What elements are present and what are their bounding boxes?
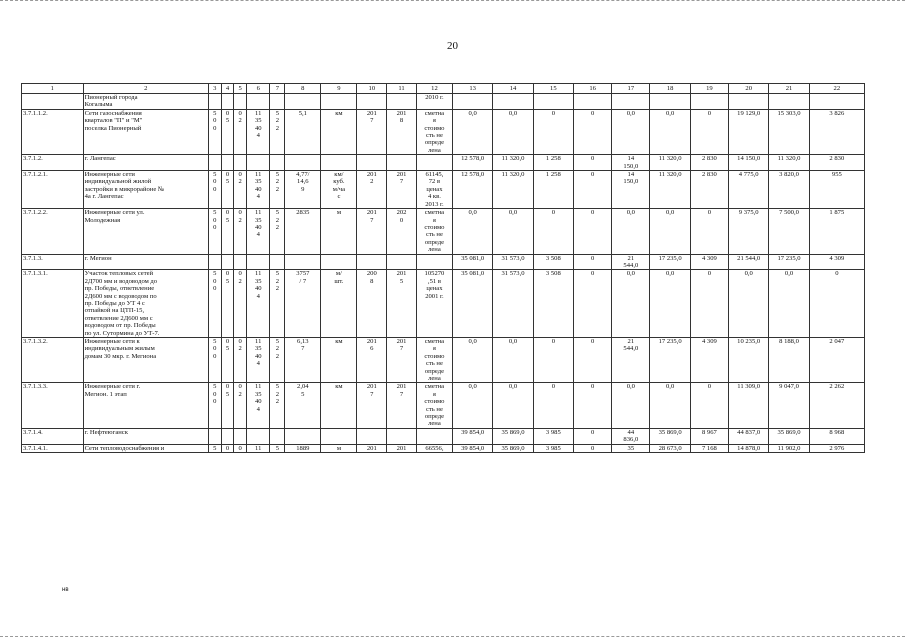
table-cell: [234, 254, 247, 270]
table-cell: г. Мегион: [83, 254, 208, 270]
table-cell: [416, 155, 452, 171]
table-cell: [285, 254, 321, 270]
table-cell: г. Лангепас: [83, 155, 208, 171]
table-cell: 35 081,0: [452, 270, 492, 338]
table-cell: 17 235,0: [769, 254, 809, 270]
table-cell: 19 129,0: [729, 109, 769, 154]
table-cell: 21 544,0: [729, 254, 769, 270]
table-cell: 3 985: [533, 428, 573, 444]
table-cell: 5 2 2: [270, 338, 285, 383]
table-cell: 11 35 40 4: [247, 270, 270, 338]
table-cell: [285, 428, 321, 444]
table-cell: [270, 428, 285, 444]
table-cell: 3.7.1.2.2.: [22, 209, 84, 254]
column-header: 4: [221, 84, 234, 94]
table-cell: [387, 94, 417, 110]
table-cell: [221, 254, 234, 270]
table-cell: [357, 94, 387, 110]
table-cell: 14 878,0: [729, 444, 769, 452]
table-cell: [247, 254, 270, 270]
table-cell: [270, 254, 285, 270]
table-cell: 3 508: [533, 270, 573, 338]
table-cell: 0 2: [234, 109, 247, 154]
table-cell: [533, 94, 573, 110]
table-cell: 0,0: [612, 383, 650, 428]
table-cell: 0,0: [452, 209, 492, 254]
column-header: 1: [22, 84, 84, 94]
table-cell: м: [321, 444, 357, 452]
table-cell: [221, 155, 234, 171]
table-cell: [321, 94, 357, 110]
table-cell: [357, 254, 387, 270]
table-cell: 11 902,0: [769, 444, 809, 452]
table-cell: [22, 94, 84, 110]
table-cell: 201 5: [387, 270, 417, 338]
table-cell: [321, 428, 357, 444]
table-cell: 0: [574, 171, 612, 209]
table-cell: 12 578,0: [452, 171, 492, 209]
table-cell: 39 854,0: [452, 444, 492, 452]
table-cell: 0,0: [493, 383, 533, 428]
table-cell: м: [321, 209, 357, 254]
table-cell: [387, 155, 417, 171]
table-cell: 35: [612, 444, 650, 452]
table-cell: 0: [574, 270, 612, 338]
table-cell: 0: [221, 444, 234, 452]
column-header: 18: [650, 84, 690, 94]
table-cell: 3 826: [809, 109, 864, 154]
table-cell: 201: [387, 444, 417, 452]
table-cell: [321, 254, 357, 270]
table-cell: 0,0: [493, 338, 533, 383]
table-cell: 14 150,0: [612, 155, 650, 171]
table-cell: [270, 155, 285, 171]
table-cell: 21 544,0: [612, 338, 650, 383]
column-header: 12: [416, 84, 452, 94]
table-cell: 201 7: [387, 383, 417, 428]
column-header: 3: [208, 84, 221, 94]
table-cell: 201 7: [387, 171, 417, 209]
table-cell: 14 150,0: [729, 155, 769, 171]
scan-edge-top: [0, 0, 905, 4]
table-cell: 0 5: [221, 209, 234, 254]
table-cell: [208, 428, 221, 444]
table-cell: [285, 155, 321, 171]
table-cell: 5 2 2: [270, 171, 285, 209]
table-cell: [493, 94, 533, 110]
table-cell: [221, 428, 234, 444]
table-cell: 2 830: [809, 155, 864, 171]
table-row: [22, 109, 865, 154]
table-cell: 0: [809, 270, 864, 338]
table-cell: [809, 94, 864, 110]
table-cell: 2 976: [809, 444, 864, 452]
table-cell: 66556,: [416, 444, 452, 452]
table-cell: 11 320,0: [650, 155, 690, 171]
table-cell: 8 188,0: [769, 338, 809, 383]
table-cell: [221, 94, 234, 110]
table-cell: 201 7: [357, 209, 387, 254]
table-cell: 3.7.1.3.3.: [22, 383, 84, 428]
table-cell: 0 2: [234, 383, 247, 428]
table-cell: 201 2: [357, 171, 387, 209]
table-cell: 10 235,0: [729, 338, 769, 383]
table-cell: 5 2 2: [270, 383, 285, 428]
table-cell: 0 2: [234, 209, 247, 254]
table-cell: [234, 94, 247, 110]
table-cell: 0,0: [612, 209, 650, 254]
table-cell: 955: [809, 171, 864, 209]
table-cell: 5 0 0: [208, 270, 221, 338]
table-cell: 15 303,0: [769, 109, 809, 154]
table-cell: 0: [574, 444, 612, 452]
table-cell: Участок тепловых сетей 2Д700 мм и водоводом до пр. Победы, ответвление 2Д600 мм с водоводом по пр. Победы до УТ 4 с отпайкой на ЦТП-15, ответвление 2Д600 мм с водоводом от пр. Победы по ул. Сутормина до УТ-7.: [83, 270, 208, 338]
table-cell: 1 875: [809, 209, 864, 254]
table-cell: 0: [533, 338, 573, 383]
table-cell: м/ шт.: [321, 270, 357, 338]
table-cell: 202 0: [387, 209, 417, 254]
table-cell: 0: [690, 270, 728, 338]
table-row: [22, 171, 865, 209]
table-cell: Инженерные сети к индивидуальным жилым домам 30 мкр. г. Мегиона: [83, 338, 208, 383]
column-header: 6: [247, 84, 270, 94]
table-cell: [234, 428, 247, 444]
table-cell: 3.7.1.3.1.: [22, 270, 84, 338]
table-cell: 0: [533, 383, 573, 428]
table-cell: 0,0: [650, 109, 690, 154]
table-cell: 3.7.1.4.1.: [22, 444, 84, 452]
table-cell: 31 573,0: [493, 270, 533, 338]
table-cell: [416, 428, 452, 444]
table-row: [22, 270, 865, 338]
table-cell: 0: [690, 383, 728, 428]
table-cell: 5: [270, 444, 285, 452]
table-row: [22, 338, 865, 383]
table-cell: 0,0: [612, 270, 650, 338]
table-cell: 35 869,0: [493, 428, 533, 444]
table-cell: 201 7: [357, 109, 387, 154]
table-cell: 0: [574, 254, 612, 270]
table-cell: 3.7.1.2.: [22, 155, 84, 171]
table-row: [22, 428, 865, 444]
table-cell: 4 775,0: [729, 171, 769, 209]
table-cell: 31 573,0: [493, 254, 533, 270]
table-header-row: [22, 84, 865, 94]
table-cell: 0 2: [234, 171, 247, 209]
table-cell: 44 837,0: [729, 428, 769, 444]
table-cell: 3.7.1.3.: [22, 254, 84, 270]
table-cell: 0 5: [221, 383, 234, 428]
data-table: [21, 83, 865, 453]
table-cell: 12 578,0: [452, 155, 492, 171]
table-cell: 3.7.1.4.: [22, 428, 84, 444]
table-cell: 5 0 0: [208, 109, 221, 154]
table-cell: 11 35 40 4: [247, 383, 270, 428]
table-cell: 0,0: [452, 109, 492, 154]
table-row: [22, 383, 865, 428]
table-cell: 201 7: [357, 383, 387, 428]
table-cell: 0 5: [221, 270, 234, 338]
table-cell: 11: [247, 444, 270, 452]
table-cell: 5,1: [285, 109, 321, 154]
table-cell: 0,0: [650, 383, 690, 428]
table-cell: [357, 155, 387, 171]
table-cell: 0: [574, 155, 612, 171]
table-cell: Инженерные сети г. Мегион. 1 этап: [83, 383, 208, 428]
table-cell: 0: [574, 428, 612, 444]
table-cell: 5 0 0: [208, 383, 221, 428]
column-header: 16: [574, 84, 612, 94]
table-cell: 2 830: [690, 155, 728, 171]
table-cell: 0,0: [452, 383, 492, 428]
table-cell: [452, 94, 492, 110]
table-cell: 5 0 0: [208, 209, 221, 254]
table-cell: 5 2 2: [270, 209, 285, 254]
table-cell: [612, 94, 650, 110]
table-cell: 17 235,0: [650, 254, 690, 270]
column-header: 21: [769, 84, 809, 94]
table-cell: 0: [574, 209, 612, 254]
table-cell: 0,0: [612, 109, 650, 154]
table-cell: 11 320,0: [769, 155, 809, 171]
table-cell: 2835: [285, 209, 321, 254]
table-cell: [247, 428, 270, 444]
table-cell: 0 5: [221, 171, 234, 209]
table-cell: 201 7: [387, 338, 417, 383]
table-cell: сметна я стоимо сть не опреде лена: [416, 209, 452, 254]
table-cell: 0: [533, 209, 573, 254]
table-cell: 14 150,0: [612, 171, 650, 209]
table-cell: 35 869,0: [769, 428, 809, 444]
table-cell: 0: [533, 109, 573, 154]
table-cell: 105270 ,51 в ценах 2001 г.: [416, 270, 452, 338]
table-row: [22, 444, 865, 452]
table-cell: [387, 254, 417, 270]
table-row: [22, 155, 865, 171]
table-cell: 4 309: [690, 338, 728, 383]
table-cell: 0,0: [650, 209, 690, 254]
table-cell: км: [321, 383, 357, 428]
column-header: 8: [285, 84, 321, 94]
table-cell: 3757 / 7: [285, 270, 321, 338]
table-cell: 11 35 40 4: [247, 338, 270, 383]
table-cell: 11 309,0: [729, 383, 769, 428]
table-cell: 0,0: [729, 270, 769, 338]
table-cell: [321, 155, 357, 171]
table-cell: 0 2: [234, 270, 247, 338]
table-cell: 1 258: [533, 171, 573, 209]
page-number: 20: [447, 40, 458, 52]
table-cell: 11 35 40 4: [247, 109, 270, 154]
table-cell: 0 5: [221, 109, 234, 154]
table-cell: [208, 254, 221, 270]
table-cell: 2 047: [809, 338, 864, 383]
table-cell: [285, 94, 321, 110]
table-cell: [690, 94, 728, 110]
table-cell: сметна я стоимо сть не опреде лена: [416, 383, 452, 428]
table-cell: 35 869,0: [650, 428, 690, 444]
table-cell: 1 258: [533, 155, 573, 171]
column-header: 17: [612, 84, 650, 94]
table-body: [22, 94, 865, 453]
table-cell: 3.7.1.1.2.: [22, 109, 84, 154]
table-cell: Сети газоснабжения кварталов "П" и "М" поселка Пионерный: [83, 109, 208, 154]
table-cell: [247, 155, 270, 171]
table-cell: 0: [234, 444, 247, 452]
column-header: 7: [270, 84, 285, 94]
table-cell: г. Нефтеюганск: [83, 428, 208, 444]
table-cell: 61145, 72 в ценах 4 кв. 2013 г.: [416, 171, 452, 209]
table-cell: 201 8: [387, 109, 417, 154]
column-header: 11: [387, 84, 417, 94]
table-cell: Пионерный города Когалыма: [83, 94, 208, 110]
table-cell: [769, 94, 809, 110]
table-cell: [208, 94, 221, 110]
table-cell: 1889: [285, 444, 321, 452]
column-header: 19: [690, 84, 728, 94]
table-cell: 11 320,0: [493, 155, 533, 171]
table-cell: 9 375,0: [729, 209, 769, 254]
table-cell: [357, 428, 387, 444]
table-cell: 7 168: [690, 444, 728, 452]
table-cell: 0,0: [769, 270, 809, 338]
table-cell: км: [321, 109, 357, 154]
column-header: 5: [234, 84, 247, 94]
table-cell: 0: [574, 338, 612, 383]
table-cell: 28 673,0: [650, 444, 690, 452]
column-header: 20: [729, 84, 769, 94]
table-cell: 0 2: [234, 338, 247, 383]
table-cell: 11 35 40 4: [247, 209, 270, 254]
table-cell: км/ куб. м/ча с: [321, 171, 357, 209]
table-cell: 39 854,0: [452, 428, 492, 444]
table-cell: 3.7.1.3.2.: [22, 338, 84, 383]
table-row: [22, 94, 865, 110]
table-cell: 200 8: [357, 270, 387, 338]
table-cell: [387, 428, 417, 444]
table-cell: Сети тепловодоснабжения и: [83, 444, 208, 452]
scan-edge-bottom: [0, 634, 905, 637]
table-cell: 0: [574, 109, 612, 154]
table-cell: 6,13 7: [285, 338, 321, 383]
table-cell: 5 2 2: [270, 270, 285, 338]
table-cell: [729, 94, 769, 110]
table-cell: 35 869,0: [493, 444, 533, 452]
table-cell: 201: [357, 444, 387, 452]
table-cell: [247, 94, 270, 110]
table-cell: 3.7.1.2.1.: [22, 171, 84, 209]
table-cell: 5 2 2: [270, 109, 285, 154]
table-row: [22, 209, 865, 254]
column-header: 13: [452, 84, 492, 94]
table-cell: 2,04 5: [285, 383, 321, 428]
table-cell: 11 35 40 4: [247, 171, 270, 209]
table-row: [22, 254, 865, 270]
table-cell: 3 985: [533, 444, 573, 452]
table-cell: [650, 94, 690, 110]
table-cell: 0,0: [650, 270, 690, 338]
table-cell: Инженерные сети индивидуальной жилой застройки в микрорайоне № 4а г. Лангепас: [83, 171, 208, 209]
table-cell: 5 0 0: [208, 171, 221, 209]
table-cell: 5: [208, 444, 221, 452]
table-cell: 0,0: [493, 109, 533, 154]
column-header: 14: [493, 84, 533, 94]
table-cell: 4,77/ 14,6 9: [285, 171, 321, 209]
table-cell: 8 968: [809, 428, 864, 444]
table-cell: [234, 155, 247, 171]
table-cell: 201 6: [357, 338, 387, 383]
table-cell: 2 262: [809, 383, 864, 428]
column-header: 9: [321, 84, 357, 94]
table-cell: 0 5: [221, 338, 234, 383]
column-header: 10: [357, 84, 387, 94]
column-header: 22: [809, 84, 864, 94]
table-cell: 0: [690, 209, 728, 254]
table-cell: [208, 155, 221, 171]
table-cell: 11 320,0: [650, 171, 690, 209]
table-cell: 2010 г.: [416, 94, 452, 110]
table-cell: [270, 94, 285, 110]
table-cell: 3 508: [533, 254, 573, 270]
table-cell: сметна я стоимо сть не опреде лена: [416, 109, 452, 154]
table-cell: 0: [690, 109, 728, 154]
table-cell: 4 309: [809, 254, 864, 270]
table-cell: [416, 254, 452, 270]
table-cell: 4 309: [690, 254, 728, 270]
column-header: 15: [533, 84, 573, 94]
footer-mark: нв: [62, 587, 69, 593]
table-cell: 21 544,0: [612, 254, 650, 270]
table-cell: [574, 94, 612, 110]
table-cell: 0: [574, 383, 612, 428]
table-cell: 0,0: [493, 209, 533, 254]
table-cell: 11 320,0: [493, 171, 533, 209]
table-cell: 35 081,0: [452, 254, 492, 270]
table-cell: 2 830: [690, 171, 728, 209]
table-cell: 3 820,0: [769, 171, 809, 209]
table-cell: 5 0 0: [208, 338, 221, 383]
table-cell: 44 836,0: [612, 428, 650, 444]
table-cell: 17 235,0: [650, 338, 690, 383]
table-cell: км: [321, 338, 357, 383]
table-cell: 7 500,0: [769, 209, 809, 254]
column-header: 2: [83, 84, 208, 94]
table-cell: 9 047,0: [769, 383, 809, 428]
table-cell: Инженерные сети ул. Молодежная: [83, 209, 208, 254]
table-cell: 0,0: [452, 338, 492, 383]
table-cell: 8 967: [690, 428, 728, 444]
table-cell: сметна я стоимо сть не опреде лена: [416, 338, 452, 383]
